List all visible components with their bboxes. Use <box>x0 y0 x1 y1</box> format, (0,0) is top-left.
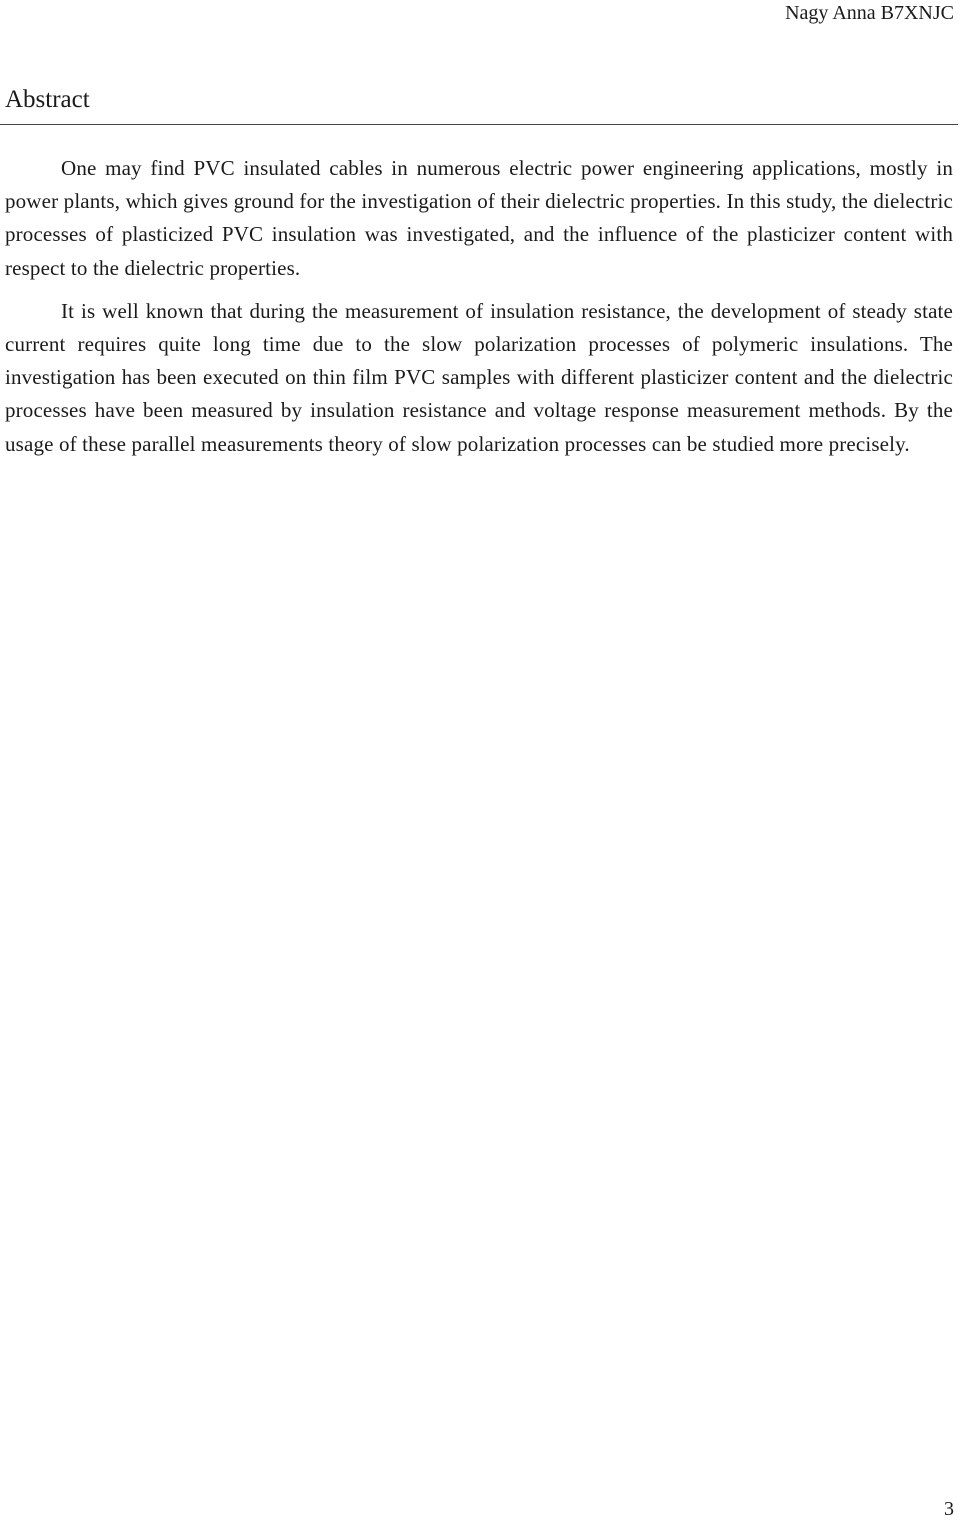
page-number: 3 <box>944 1498 954 1520</box>
section-divider <box>0 124 958 125</box>
abstract-body <box>5 152 953 461</box>
abstract-paragraph-2: It is well known that during the measurement of insulation resistance, the development of steady state current requires quite long time due to the slow polarization processes of polymeric insulations. The investigation has been executed on thin film PVC samples with different plasticizer content and the dielectric processes have been measured by insulation resistance and voltage response measurement methods. By the usage of these parallel measurements theory of slow polarization processes can be studied more precisely. <box>5 298 953 456</box>
abstract-paragraph-1: One may find PVC insulated cables in numerous electric power engineering applications, mostly in power plants, which gives ground for the investigation of their dielectric properties. In this study, the dielectric processes of plasticized PVC insulation was investigated, and the influence of the plasticizer content with respect to the dielectric properties. <box>5 156 953 280</box>
section-title: Abstract <box>5 86 90 113</box>
header-author: Nagy Anna B7XNJC <box>785 2 954 24</box>
